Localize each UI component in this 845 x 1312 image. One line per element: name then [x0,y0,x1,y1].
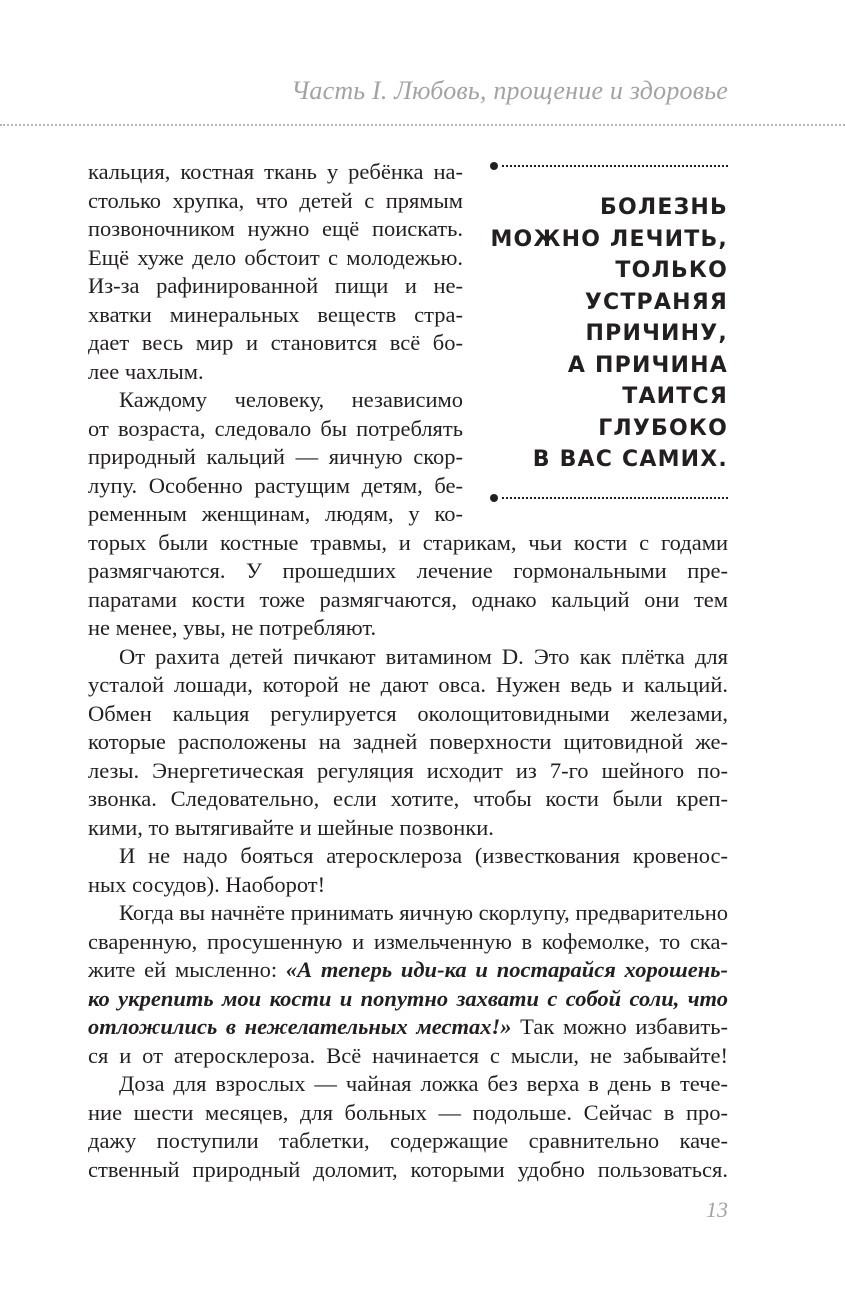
text-line: паратами кости тоже размягчаются, однако кальций они тем [88,586,728,612]
text-line: природный кальций — яичную скор- [88,444,463,469]
text-line: кальция, костная ткань у ребёнка на- [88,159,463,184]
text-line: хватки минеральных веществ стра- [88,301,463,327]
text-line: усталой лошади, которой не дают овса. Нужен ведь и кальций. [88,672,728,697]
text-line: от возраста, следовало бы потреблять [88,415,463,441]
text-line: кими, то вытягивайте и шейные позвонки. [88,814,494,840]
text-line: ние шести месяцев, для больных — подольше. Сейчас в про- [88,1099,728,1125]
text-line: Ещё хуже дело обстоит с молодежью. [88,244,463,270]
pull-quote-line: В ВАС САМИХ. [532,447,728,472]
text-line: дажу поступили таблетки, содержащие сравнительно каче- [88,1128,728,1153]
text-line: ременным женщинам, людям, у ко- [88,501,463,526]
text-line: позвоночником нужно ещё поискать. [88,216,463,241]
text-line [88,956,728,985]
text-line: Из-за рафинированной пищи и не- [88,273,463,298]
text-line: звонка. Следовательно, если хотите, чтобы кости были креп- [88,786,728,811]
page-number: 13 [706,1197,728,1222]
text-line: И не надо бояться атеросклероза (известкования кровенос- [119,843,728,868]
text-line: лупу. Особенно растущим детям, бе- [88,472,463,498]
body-text [88,158,728,1184]
text-line [88,1013,728,1042]
emphasis-text: «А теперь иди-ка и постарайся хорошень- [285,957,728,982]
text-line: Доза для взрослых — чайная ложка без верха в день в течe- [119,1071,728,1096]
text-line: столько хрупка, что детей с прямым [88,187,463,213]
text-line: сваренную, просушенную и измельченную в кофемолке, то ска- [88,928,728,954]
running-head: Часть I. Любовь, прощение и здоровье [291,76,728,105]
text-line: размягчаются. У прошедших лечение гормональными пре- [88,558,728,583]
text-line: которые расположены на задней поверхности щитовидной же- [88,729,728,754]
pull-quote-line: БОЛЕЗНЬ [600,195,728,220]
pull-quote-line: ТОЛЬКО [615,258,728,283]
text-run: Так можно избавить- [511,1014,728,1039]
pull-quote-line: ГЛУБОКО [598,415,728,441]
pull-quote-line: А ПРИЧИНА [567,352,728,378]
text-line: ственный природный доломит, которыми удобно пользоваться. [88,1156,728,1182]
pull-quote-line: УСТРАНЯЯ [584,289,728,315]
text-line: лезы. Энергетическая регуляция исходит из 7-го шейного по- [88,757,728,783]
text-line: Когда вы начнёте принимать яичную скорлупу, предварительно [119,900,728,925]
emphasis-text: ко укрепить мои кости и попутно захвати с собой соли, что [88,985,728,1011]
text-line: не менее, увы, не потребляют. [88,615,377,640]
text-line: лее чахлым. [88,358,204,384]
text-line: Каждому человеку, независимо [119,387,463,412]
pull-quote-line: ПРИЧИНУ, [585,321,728,346]
header-dotted-rule [0,124,845,126]
text-line: Обмен кальция регулируется околощитовидными железами, [88,700,728,726]
pull-quote-line: МОЖНО ЛЕЧИТЬ, [490,226,728,252]
text-line: дает весь мир и становится всё бо- [88,330,463,355]
text-line [88,985,728,1014]
text-run: жите ей мысленно: [88,957,286,982]
text-line: ных сосудов). Наоборот! [88,871,326,897]
text-line: торых были костные травмы, и старикам, чьи кости с годами [88,529,728,555]
text-line: ся и от атеросклероза. Всё начинается с мысли, не забывайте! [88,1042,728,1068]
emphasis-text: отложились в нежелательных местах!» [88,1014,512,1039]
pull-quote-line: ТАИТСЯ [622,384,728,409]
text-line: От рахита детей пичкают витамином D. Это как плётка для [119,643,728,669]
